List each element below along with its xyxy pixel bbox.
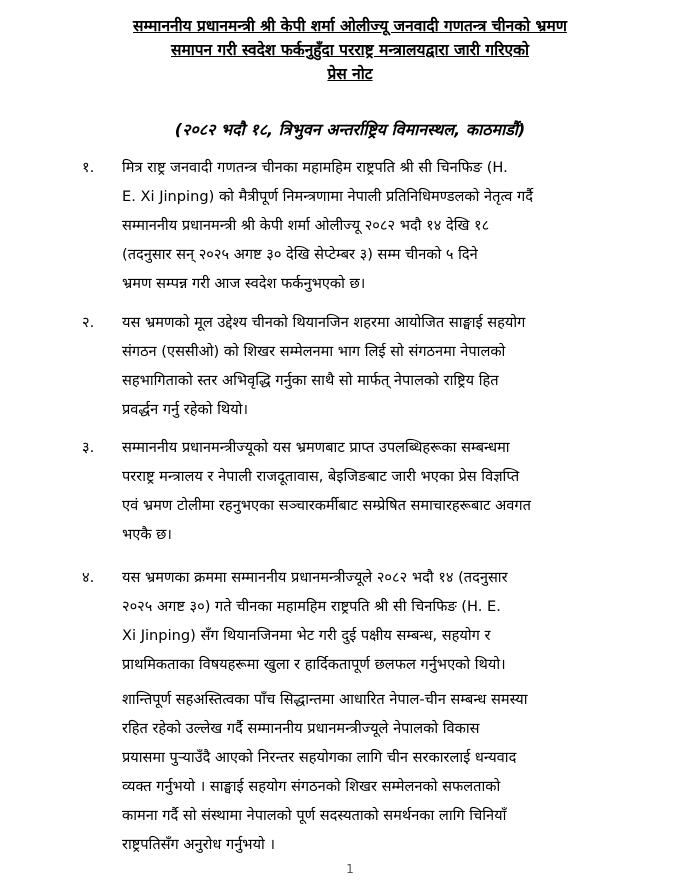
paragraph-line: शान्तिपूर्ण सहअस्तित्वका पाँच सिद्धान्तमा आधारित नेपाल-चीन सम्बन्ध समस्या <box>122 691 528 708</box>
paragraph-line: प्राथमिकताका विषयहरूमा खुला र हार्दिकतापूर्ण छलफल गर्नुभएको थियो। <box>122 656 506 673</box>
paragraph-number: १. <box>82 159 95 176</box>
paragraph-body <box>122 563 644 679</box>
paragraph-line: राष्ट्रपतिसँग अनुरोध गर्नुभयो । <box>122 836 275 853</box>
page-number: 1 <box>346 862 354 876</box>
paragraph-line: सम्माननीय प्रधानमन्त्रीज्यूको यस भ्रमणबाट प्राप्त उपलब्धिहरूका सम्बन्धमा <box>122 439 510 456</box>
paragraph-line: यस भ्रमणका क्रममा सम्माननीय प्रधानमन्त्रीज्यूले २०८२ भदौ १४ (तदनुसार <box>122 569 508 586</box>
title-line-3: प्रेस नोट <box>327 65 373 83</box>
paragraph-line: सहभागिताको स्तर अभिवृद्धि गर्नुका साथै सो मार्फत् नेपालको राष्ट्रिय हित <box>122 372 499 389</box>
paragraph-line: प्रयासमा पुर्‍याउँदै आएको निरन्तर सहयोगका लागि चीन सरकारलाई धन्यवाद <box>122 749 517 766</box>
paragraph-line: प्रवर्द्धन गर्नु रहेको थियो। <box>122 401 248 418</box>
dateline: (२०८२ भदौ १८, त्रिभुवन अन्तर्राष्ट्रिय विमानस्थल, काठमाडौं) <box>174 120 526 139</box>
document-title <box>40 14 660 86</box>
paragraph-line: परराष्ट्र मन्त्रालय र नेपाली राजदूतावास, बेइजिङबाट जारी भएका प्रेस विज्ञप्ति <box>122 468 520 485</box>
paragraph-line: एवं भ्रमण टोलीमा रहनुभएका सञ्चारकर्मीबाट सम्प्रेषित समाचारहरूबाट अवगत <box>122 497 531 514</box>
paragraph-line: Xi Jinping) सँग थियानजिनमा भेट गरी दुई पक्षीय सम्बन्ध, सहयोग र <box>122 627 491 644</box>
paragraph-line: कामना गर्दै सो संस्थामा नेपालको पूर्ण सदस्यताको समर्थनका लागि चिनियाँ <box>122 807 507 824</box>
paragraph-line: २०२५ अगष्ट ३०) गते चीनका महामहिम राष्ट्रपति श्री सी चिनफिङ (H. E. <box>122 598 501 615</box>
paragraph-body <box>122 685 644 859</box>
paragraph-line: रहित रहेको उल्लेख गर्दै सम्माननीय प्रधानमन्त्रीज्यूले नेपालको विकास <box>122 720 480 737</box>
paragraph-line: सम्माननीय प्रधानमन्त्री श्री केपी शर्मा ओलीज्यू २०८२ भदौ १४ देखि १८ <box>122 217 490 234</box>
paragraph-line: संगठन (एससीओ) को शिखर सम्मेलनमा भाग लिई सो संगठनमा नेपालको <box>122 343 506 360</box>
paragraph-number: ४. <box>82 569 95 586</box>
paragraph-line: भएकै छ। <box>122 526 172 543</box>
paragraph-line: E. Xi Jinping) को मैत्रीपूर्ण निमन्त्रणामा नेपाली प्रतिनिधिमण्डलको नेतृत्व गर्दै <box>122 188 534 205</box>
paragraph-line: (तदनुसार सन् २०२५ अगष्ट ३० देखि सेप्टेम्बर ३) सम्म चीनको ५ दिने <box>122 246 478 263</box>
title-line-2: समापन गरी स्वदेश फर्कनुहुँदा परराष्ट्र मन्त्रालयद्वारा जारी गरिएको <box>170 41 530 59</box>
paragraph-line: भ्रमण सम्पन्न गरी आज स्वदेश फर्कनुभएको छ। <box>122 275 366 292</box>
paragraph-line: मित्र राष्ट्र जनवादी गणतन्त्र चीनका महामहिम राष्ट्रपति श्री सी चिनफिङ (H. <box>122 159 508 176</box>
paragraph-line: यस भ्रमणको मूल उद्देश्य चीनको थियानजिन शहरमा आयोजित साङ्घाई सहयोग <box>122 314 526 331</box>
paragraph-body <box>122 153 644 298</box>
title-line-1: सम्माननीय प्रधानमन्त्री श्री केपी शर्मा ओलीज्यू जनवादी गणतन्त्र चीनको भ्रमण <box>133 17 567 35</box>
paragraph-body <box>122 308 644 424</box>
paragraph-number: २. <box>82 314 95 331</box>
paragraph-number: ३. <box>82 439 95 456</box>
paragraph-line: व्यक्त गर्नुभयो । साङ्घाई सहयोग संगठनको शिखर सम्मेलनको सफलताको <box>122 778 501 795</box>
paragraph-body <box>122 433 644 549</box>
